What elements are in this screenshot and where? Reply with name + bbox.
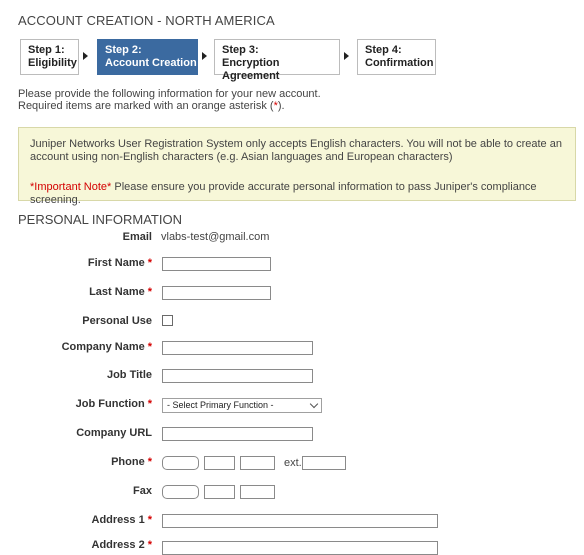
intro-text xyxy=(18,88,321,112)
step-name: Eligibility xyxy=(28,57,77,69)
important-label: *Important Note* xyxy=(30,181,112,193)
address2-label-text: Address 2 xyxy=(91,539,145,551)
step-number: Step 4: xyxy=(365,44,402,56)
required-asterisk: * xyxy=(147,456,152,468)
first-name-label xyxy=(0,257,152,269)
first-name-input[interactable] xyxy=(162,257,271,271)
last-name-label xyxy=(0,286,152,298)
fax-area-code-input[interactable] xyxy=(204,485,235,499)
job-function-label xyxy=(0,398,152,410)
step-arrow-icon xyxy=(344,52,349,60)
address1-label xyxy=(0,514,152,526)
phone-number-input[interactable] xyxy=(240,456,275,470)
step-eligibility xyxy=(20,39,79,75)
phone-area-code-input[interactable] xyxy=(204,456,235,470)
notice-box xyxy=(18,127,576,206)
company-name-label-text: Company Name xyxy=(61,341,145,353)
step-number: Step 2: xyxy=(105,44,142,56)
job-title-input[interactable] xyxy=(162,369,313,383)
last-name-input[interactable] xyxy=(162,286,271,300)
company-url-label: Company URL xyxy=(76,427,152,439)
step-name: Account Creation xyxy=(105,57,197,69)
first-name-label-text: First Name xyxy=(87,257,145,269)
fax-number-input[interactable] xyxy=(240,485,275,499)
phone-label xyxy=(0,456,152,468)
personal-use-label: Personal Use xyxy=(82,315,152,327)
required-asterisk: * xyxy=(147,514,152,526)
required-asterisk: * xyxy=(147,539,152,551)
section-title: PERSONAL INFORMATION xyxy=(18,212,182,227)
chevron-down-icon xyxy=(310,400,318,408)
last-name-label-text: Last Name xyxy=(89,286,145,298)
step-confirmation xyxy=(357,39,436,75)
important-text: Please ensure you provide accurate personal information to pass Juniper's compliance screening. xyxy=(30,181,537,206)
address1-input[interactable] xyxy=(162,514,438,528)
important-note xyxy=(30,181,575,207)
address2-label xyxy=(0,539,152,551)
required-asterisk: * xyxy=(147,341,152,353)
step-number: Step 3: xyxy=(222,44,259,56)
company-name-label xyxy=(0,341,152,353)
address2-input[interactable] xyxy=(162,541,438,555)
intro-line-2 xyxy=(18,100,321,112)
required-asterisk: * xyxy=(273,100,278,112)
address1-label-text: Address 1 xyxy=(91,514,145,526)
intro-line-1: Please provide the following information for your new account. xyxy=(18,88,321,100)
fax-label: Fax xyxy=(133,485,152,497)
step-name: Confirmation xyxy=(365,57,434,69)
phone-ext-label: ext. xyxy=(284,457,302,469)
step-name: Encryption Agreement xyxy=(222,57,280,82)
intro-line-2-a: Required items are marked with an orange asterisk ( xyxy=(18,100,274,112)
fax-country-code-input[interactable] xyxy=(162,485,199,499)
phone-ext-input[interactable] xyxy=(302,456,346,470)
intro-line-2-b: ). xyxy=(277,100,285,112)
step-number: Step 1: xyxy=(28,44,65,56)
job-function-label-text: Job Function xyxy=(75,398,145,410)
required-asterisk: * xyxy=(147,257,152,269)
job-function-selected: - Select Primary Function - xyxy=(167,400,274,410)
step-account-creation xyxy=(97,39,198,75)
step-arrow-icon xyxy=(202,52,207,60)
page-title: ACCOUNT CREATION - NORTH AMERICA xyxy=(18,13,275,28)
phone-label-text: Phone xyxy=(111,456,145,468)
email-label: Email xyxy=(122,231,152,243)
phone-country-code-input[interactable] xyxy=(162,456,199,470)
job-title-label: Job Title xyxy=(106,369,152,381)
required-asterisk: * xyxy=(147,286,152,298)
required-asterisk: * xyxy=(147,398,152,410)
notice-text: Juniper Networks User Registration System only accepts English characters. You will not be able to create an account using non-English characters (e.g. Asian languages and European characters) xyxy=(30,138,562,163)
personal-use-checkbox[interactable] xyxy=(162,315,173,326)
step-encryption-agreement xyxy=(214,39,340,82)
email-value: vlabs-test@gmail.com xyxy=(161,231,270,243)
step-arrow-icon xyxy=(83,52,88,60)
company-name-input[interactable] xyxy=(162,341,313,355)
job-function-select[interactable] xyxy=(162,398,322,413)
company-url-input[interactable] xyxy=(162,427,313,441)
